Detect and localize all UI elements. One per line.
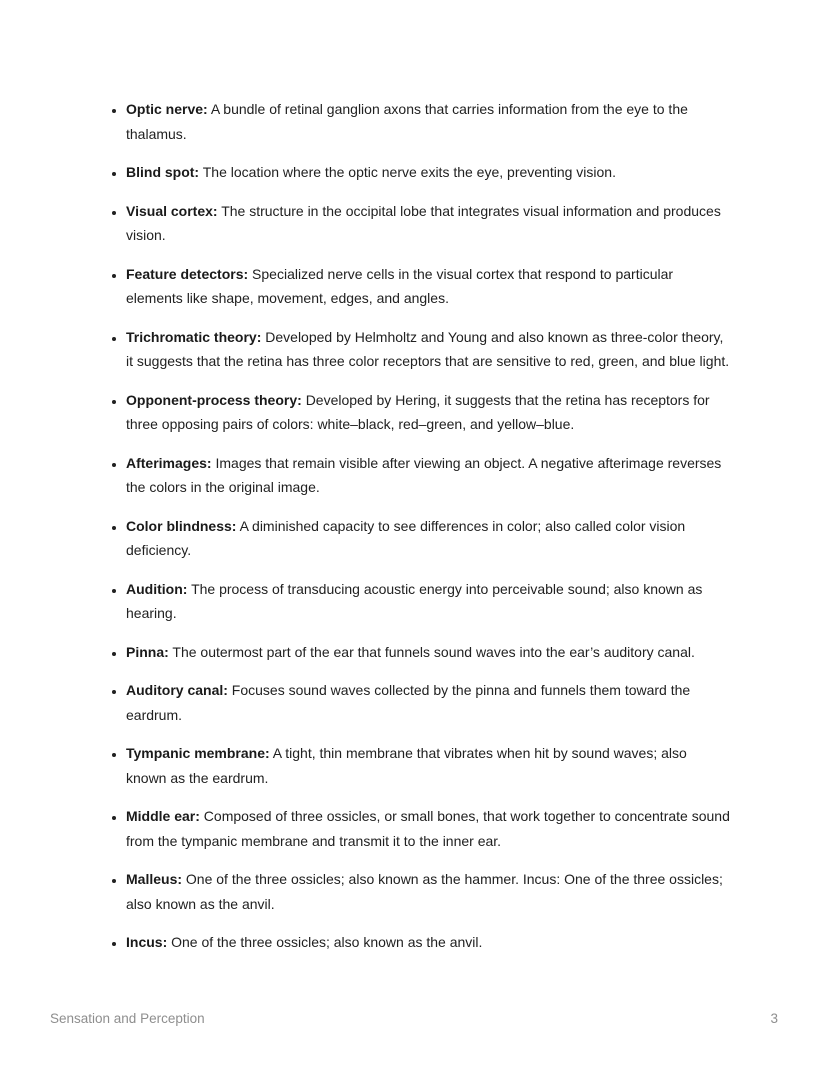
glossary-definition: One of the three ossicles; also known as the hammer. Incus: One of the three ossicles; also known as the anvil. — [126, 871, 723, 912]
glossary-definition: The location where the optic nerve exits the eye, preventing vision. — [202, 164, 616, 180]
glossary-term: Feature detectors: — [126, 265, 249, 282]
glossary-term: Optic nerve: — [126, 101, 208, 117]
glossary-term: Visual cortex: — [126, 202, 218, 219]
glossary-definition: Developed by Helmholtz and Young and also known as three-color theory, it suggests that the retina has three color receptors that are sensitive to red, green, and blue light. — [126, 328, 730, 369]
glossary-term: Trichromatic theory: — [126, 328, 262, 345]
glossary-definition: A bundle of retinal ganglion axons that carries information from the eye to the thalamus. — [126, 101, 688, 142]
glossary-item — [126, 262, 730, 311]
glossary-definition: The structure in the occipital lobe that integrates visual information and produces vision. — [126, 202, 721, 243]
glossary-item — [126, 325, 730, 374]
glossary-term: Auditory canal: — [126, 682, 228, 698]
glossary-definition: The outermost part of the ear that funnels sound waves into the ear’s auditory canal. — [172, 643, 695, 660]
page-number: 3 — [770, 1011, 778, 1026]
glossary-definition: Images that remain visible after viewing an object. A negative afterimage reverses the colors in the original image. — [126, 454, 722, 495]
glossary-term: Opponent-process theory: — [126, 391, 302, 408]
glossary-item — [126, 514, 730, 563]
glossary-definition: A tight, thin membrane that vibrates when hit by sound waves; also known as the eardrum. — [126, 745, 687, 786]
glossary-term: Afterimages: — [126, 454, 212, 471]
glossary-term: Malleus: — [126, 871, 183, 887]
page-footer — [50, 1011, 778, 1026]
glossary-term: Color blindness: — [126, 517, 237, 534]
glossary-definition: Composed of three ossicles, or small bones, that work together to concentrate sound from the tympanic membrane and transmit it to the inner ear. — [126, 808, 730, 849]
glossary-item — [126, 451, 730, 500]
glossary-item — [126, 804, 730, 853]
glossary-item — [126, 741, 730, 790]
glossary-definition: Focuses sound waves collected by the pinna and funnels them toward the eardrum. — [126, 682, 691, 723]
glossary-definition: Developed by Hering, it suggests that the retina has receptors for three opposing pairs of colors: white–black, red–green, and yellow–blue. — [126, 391, 710, 432]
glossary-term: Tympanic membrane: — [126, 745, 270, 761]
glossary-item — [126, 678, 730, 727]
glossary-definition: One of the three ossicles; also known as the anvil. — [171, 934, 483, 950]
glossary-item — [126, 640, 730, 665]
glossary-item — [126, 97, 730, 146]
glossary-item — [126, 930, 730, 955]
glossary-item — [126, 160, 730, 185]
glossary-term: Blind spot: — [126, 164, 200, 180]
glossary-term: Incus: — [126, 934, 168, 950]
glossary-item — [126, 199, 730, 248]
glossary-item — [126, 577, 730, 626]
glossary-term: Middle ear: — [126, 808, 200, 824]
glossary-list — [108, 97, 730, 969]
glossary-term: Audition: — [126, 580, 188, 597]
glossary-term: Pinna: — [126, 643, 169, 660]
glossary-definition: A diminished capacity to see differences in color; also called color vision deficiency. — [126, 517, 686, 558]
glossary-item — [126, 867, 730, 916]
glossary-definition: Specialized nerve cells in the visual cortex that respond to particular elements like shape, movement, edges, and angles. — [126, 265, 674, 306]
glossary-item — [126, 388, 730, 437]
footer-document-title: Sensation and Perception — [50, 1011, 205, 1026]
glossary-definition: The process of transducing acoustic energy into perceivable sound; also known as hearing. — [126, 580, 703, 621]
